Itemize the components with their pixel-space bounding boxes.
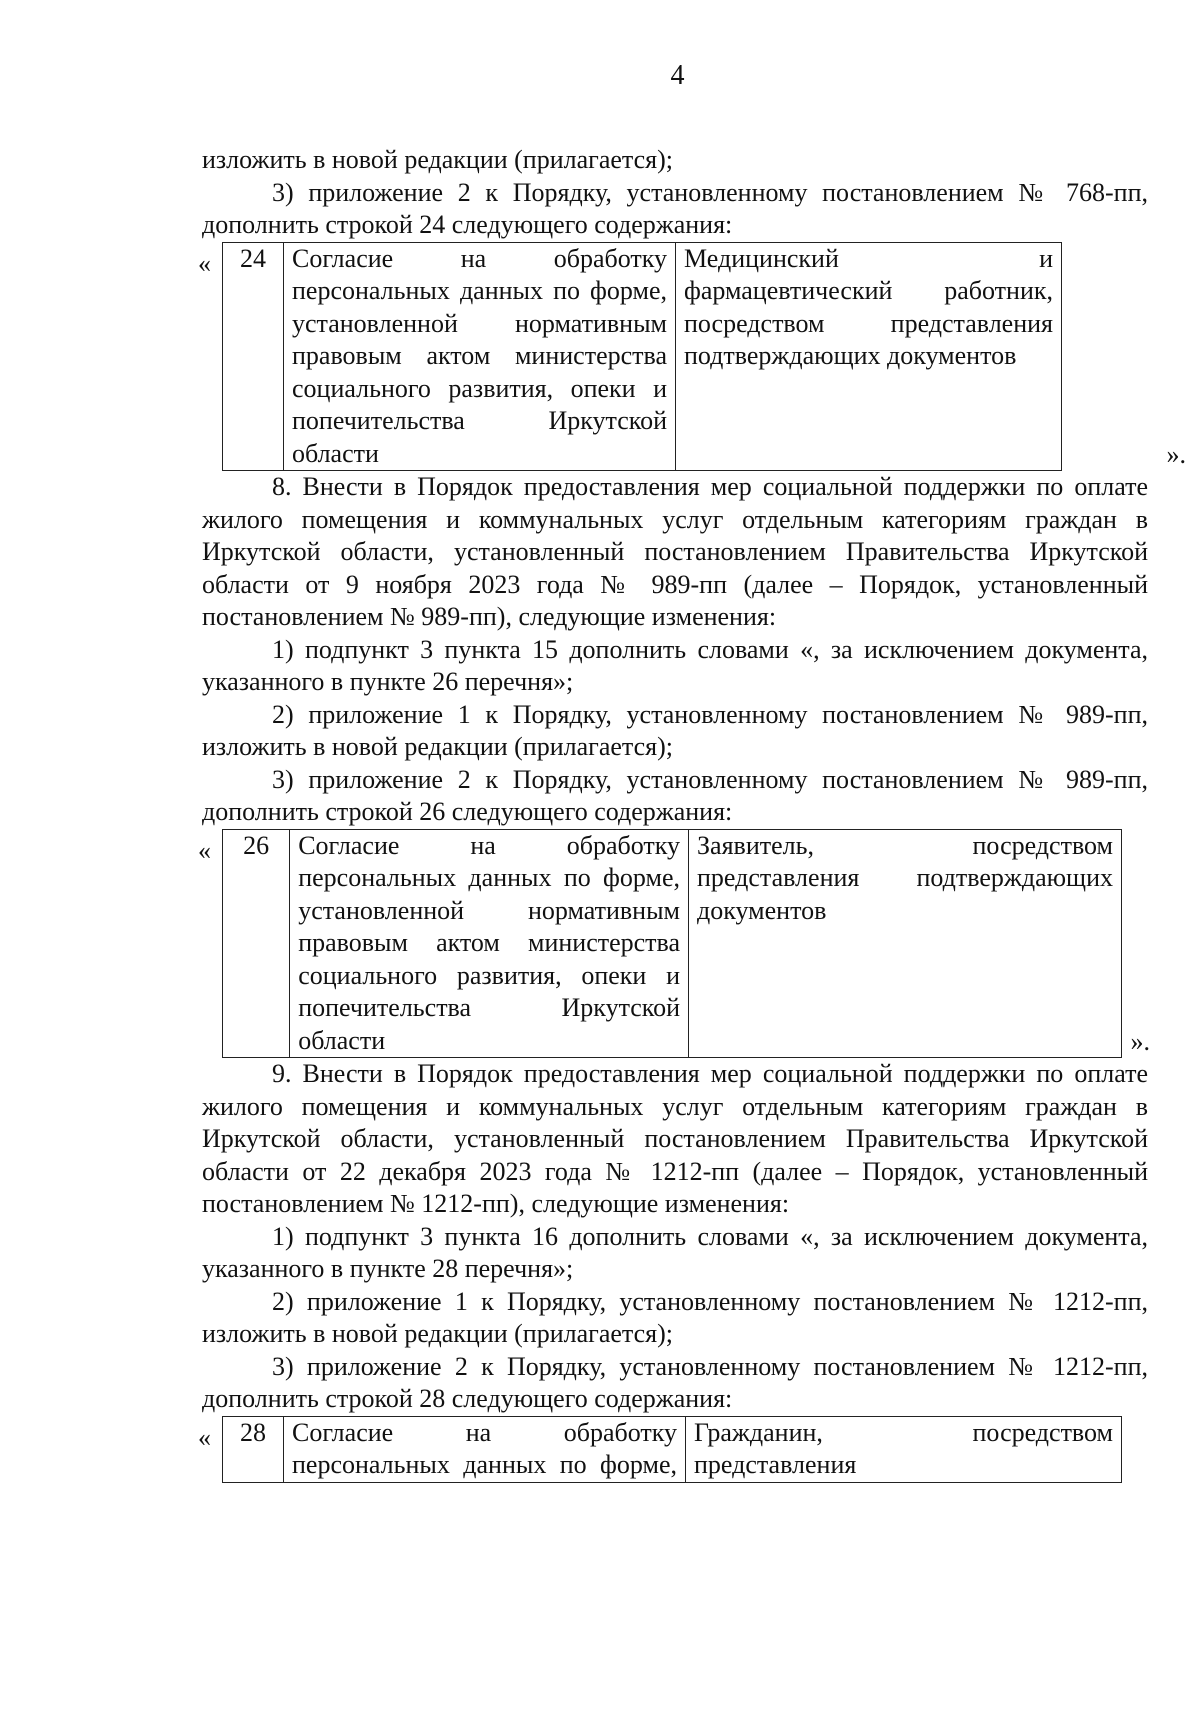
paragraph: изложить в новой редакции (прилагается); — [202, 145, 673, 174]
row-number: 24 — [223, 242, 284, 471]
submitter-cell: Медицинский и фармацевтический работник, посредством представления подтверждающих документов — [676, 242, 1062, 471]
closing-quote: ». — [1166, 439, 1186, 469]
amendment-row-24 — [198, 242, 1186, 472]
document-name-cell — [284, 242, 676, 471]
row-number: 28 — [223, 1416, 284, 1482]
submitter-cell: Гражданин, посредством представления — [686, 1416, 1122, 1482]
page-number: 4 — [670, 60, 685, 91]
document-name-cell: Согласие на обработку персональных данных по форме, — [284, 1416, 686, 1482]
paragraph: 3) приложение 2 к Порядку, установленному постановлением № 1212-пп, дополнить строкой 28 следующего содержания: — [202, 1351, 1148, 1413]
paragraph: 8. Внести в Порядок предоставления мер социальной поддержки по оплате жилого помещения и коммунальных услуг отдельным категориям граждан в Иркутской области, установленный постановлением Правительства Иркутской области от 9 ноября 2023 года № 989-пп (далее – Порядок, установленный постановлением № 989-пп), следующие изменения: — [202, 472, 1148, 631]
document-name-last-line: области — [292, 438, 379, 468]
paragraph: 1) подпункт 3 пункта 15 дополнить словами «, за исключением документа, указанного в пункте 26 перечня»; — [202, 634, 1148, 696]
opening-quote: « — [198, 1422, 211, 1452]
amendment-table — [222, 242, 1062, 472]
document-body — [198, 144, 1186, 1483]
opening-quote: « — [198, 248, 211, 278]
paragraph: 9. Внести в Порядок предоставления мер социальной поддержки по оплате жилого помещения и коммунальных услуг отдельным категориям граждан в Иркутской области, установленный постановлением Правительства Иркутской области от 22 декабря 2023 года № 1212-пп (далее – Порядок, установленный постановлением № 1212-пп), следующие изменения: — [202, 1059, 1148, 1218]
closing-quote: ». — [1130, 1026, 1150, 1056]
paragraph: 3) приложение 2 к Порядку, установленному постановлением № 768-пп, дополнить строкой 24 следующего содержания: — [202, 177, 1148, 239]
paragraph: 2) приложение 1 к Порядку, установленному постановлением № 989-пп, изложить в новой редакции (прилагается); — [202, 699, 1148, 761]
document-name-cell — [290, 829, 689, 1058]
paragraph: 3) приложение 2 к Порядку, установленному постановлением № 989-пп, дополнить строкой 26 следующего содержания: — [202, 764, 1148, 826]
amendment-row-28 — [198, 1416, 1148, 1483]
paragraph: 1) подпункт 3 пункта 16 дополнить словами «, за исключением документа, указанного в пункте 28 перечня»; — [202, 1221, 1148, 1283]
document-name: Согласие на обработку персональных данных по форме, установленной нормативным правовым актом министерства социального развития, опеки и попечительства Иркутской — [298, 830, 681, 1022]
paragraph: 2) приложение 1 к Порядку, установленному постановлением № 1212-пп, изложить в новой редакции (прилагается); — [202, 1286, 1148, 1348]
amendment-table — [222, 829, 1122, 1059]
row-number: 26 — [223, 829, 290, 1058]
amendment-table — [222, 1416, 1122, 1483]
amendment-row-26 — [198, 829, 1150, 1059]
submitter-cell: Заявитель, посредством представления подтверждающих документов — [689, 829, 1122, 1058]
document-name-last-line: области — [298, 1025, 386, 1055]
document-name: Согласие на обработку персональных данных по форме, установленной нормативным правовым актом министерства социального развития, опеки и попечительства Иркутской — [292, 243, 667, 435]
opening-quote: « — [198, 835, 211, 865]
